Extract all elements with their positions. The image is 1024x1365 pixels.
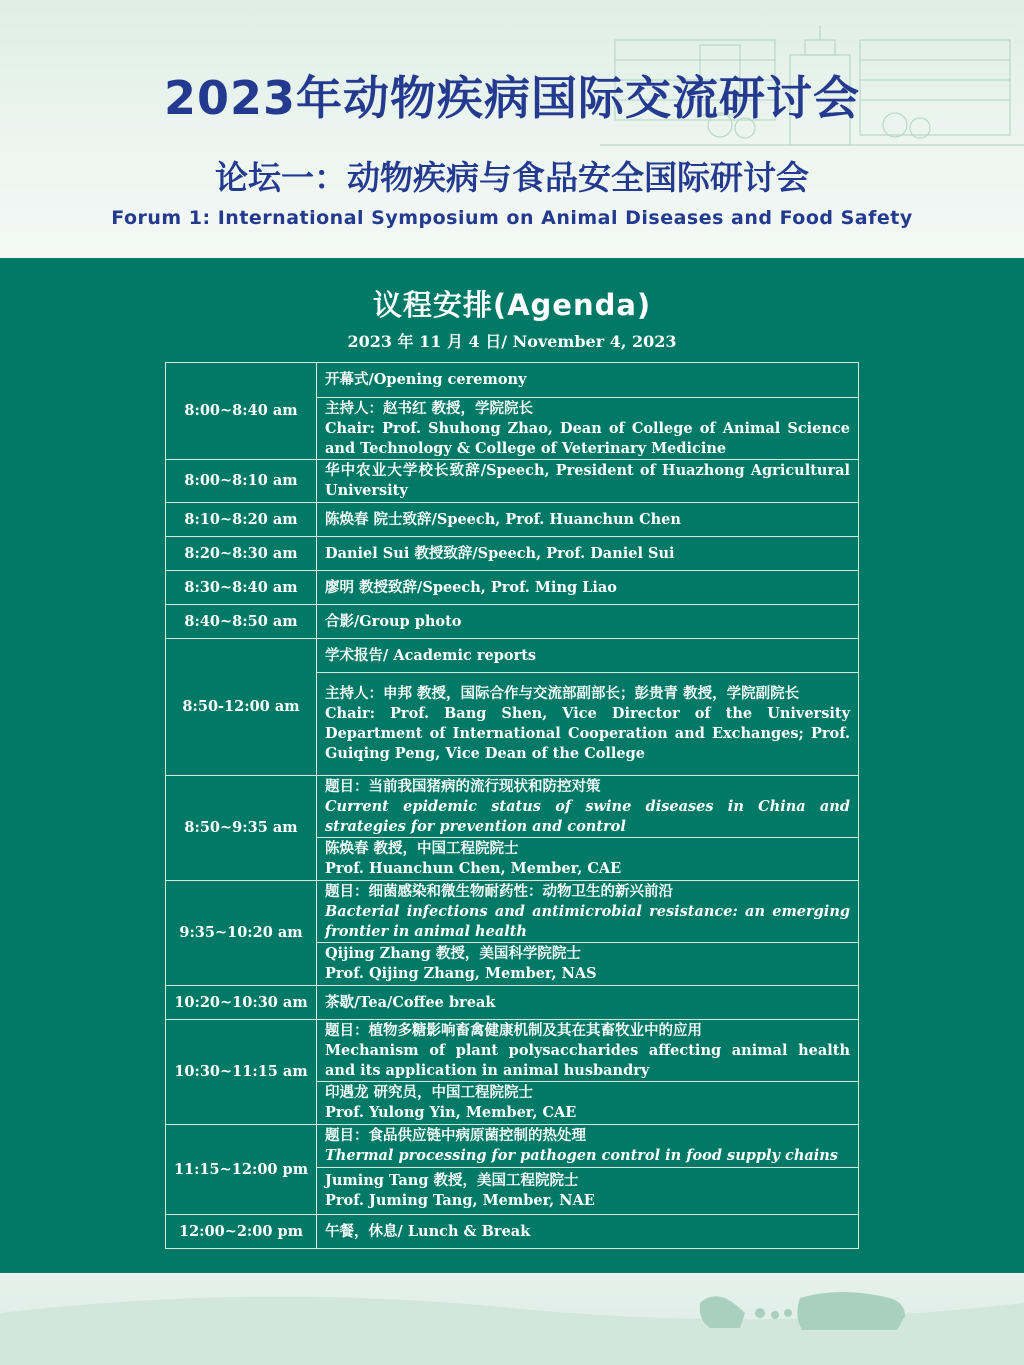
agenda-item: 茶歇/Tea/Coffee break xyxy=(317,986,859,1020)
table-row xyxy=(166,363,859,398)
time-cell: 8:00~8:40 am xyxy=(166,363,317,460)
agenda-item: 主持人：申邦 教授，国际合作与交流部副部长；彭贵青 教授，学院副院长 Chair: Prof. Bang Shen, Vice Director of the University Department of International Cooperation and Exchanges; Prof. Guiqing Peng, Vice Dean of the College xyxy=(317,673,859,776)
agenda-item: 陈焕春 院士致辞/Speech, Prof. Huanchun Chen xyxy=(317,503,859,537)
table-row xyxy=(166,1215,859,1249)
conference-title: 2023年动物疾病国际交流研讨会 xyxy=(163,71,861,125)
agenda-item: Daniel Sui 教授致辞/Speech, Prof. Daniel Sui xyxy=(317,537,859,571)
agenda-item: 题目：植物多糖影响畜禽健康机制及其在其畜牧业中的应用 Mechanism of plant polysaccharides affecting animal health and its application in animal husbandry xyxy=(317,1020,859,1082)
time-cell: 10:20~10:30 am xyxy=(166,986,317,1020)
time-cell: 11:15~12:00 pm xyxy=(166,1125,317,1215)
table-row xyxy=(166,503,859,537)
agenda-item: 主持人：赵书红 教授，学院院长 Chair: Prof. Shuhong Zhao, Dean of College of Animal Science and Technology & College of Veterinary Medicine xyxy=(317,398,859,460)
time-cell: 8:10~8:20 am xyxy=(166,503,317,537)
time-cell: 8:20~8:30 am xyxy=(166,537,317,571)
time-cell: 8:40~8:50 am xyxy=(166,605,317,639)
agenda-heading: 议程安排(Agenda) xyxy=(372,288,652,322)
agenda-date: 2023 年 11 月 4 日/ November 4, 2023 xyxy=(347,332,677,351)
table-row xyxy=(166,537,859,571)
table-row xyxy=(166,881,859,943)
table-row xyxy=(166,1020,859,1082)
footer-banner xyxy=(0,1273,1024,1365)
agenda-table xyxy=(165,362,859,1249)
forum-title-en: Forum 1: International Symposium on Animal Diseases and Food Safety xyxy=(111,207,913,229)
table-row xyxy=(166,639,859,673)
time-cell: 9:35~10:20 am xyxy=(166,881,317,986)
table-row xyxy=(166,1125,859,1168)
time-cell: 12:00~2:00 pm xyxy=(166,1215,317,1249)
animal-silhouette-illustration xyxy=(0,1273,1024,1365)
agenda-item: 开幕式/Opening ceremony xyxy=(317,363,859,398)
time-cell: 8:50-12:00 am xyxy=(166,639,317,776)
agenda-item: 廖明 教授致辞/Speech, Prof. Ming Liao xyxy=(317,571,859,605)
agenda-item: 印遇龙 研究员，中国工程院院士 Prof. Yulong Yin, Member, CAE xyxy=(317,1082,859,1125)
agenda-item: 华中农业大学校长致辞/Speech, President of Huazhong Agricultural University xyxy=(317,460,859,503)
time-cell: 8:30~8:40 am xyxy=(166,571,317,605)
table-row xyxy=(166,460,859,503)
agenda-item: 题目：细菌感染和微生物耐药性：动物卫生的新兴前沿 Bacterial infections and antimicrobial resistance: an emerging frontier in animal health xyxy=(317,881,859,943)
table-row xyxy=(166,776,859,838)
agenda-item: 题目：当前我国猪病的流行现状和防控对策 Current epidemic status of swine diseases in China and strategies for prevention and control xyxy=(317,776,859,838)
agenda-item: 合影/Group photo xyxy=(317,605,859,639)
table-row xyxy=(166,605,859,639)
agenda-item: 学术报告/ Academic reports xyxy=(317,639,859,673)
time-cell: 8:50~9:35 am xyxy=(166,776,317,881)
agenda-item: Juming Tang 教授，美国工程院院士 Prof. Juming Tang, Member, NAE xyxy=(317,1168,859,1215)
agenda-item: 陈焕春 教授，中国工程院院士 Prof. Huanchun Chen, Member, CAE xyxy=(317,838,859,881)
agenda-item: Qijing Zhang 教授，美国科学院院士 Prof. Qijing Zhang, Member, NAS xyxy=(317,943,859,986)
header-banner xyxy=(0,0,1024,258)
agenda-item: 题目：食品供应链中病原菌控制的热处理 Thermal processing for pathogen control in food supply chains xyxy=(317,1125,859,1168)
agenda-item: 午餐，休息/ Lunch & Break xyxy=(317,1215,859,1249)
forum-title-cn: 论坛一：动物疾病与食品安全国际研讨会 xyxy=(215,158,809,197)
table-row xyxy=(166,986,859,1020)
time-cell: 8:00~8:10 am xyxy=(166,460,317,503)
time-cell: 10:30~11:15 am xyxy=(166,1020,317,1125)
table-row xyxy=(166,571,859,605)
